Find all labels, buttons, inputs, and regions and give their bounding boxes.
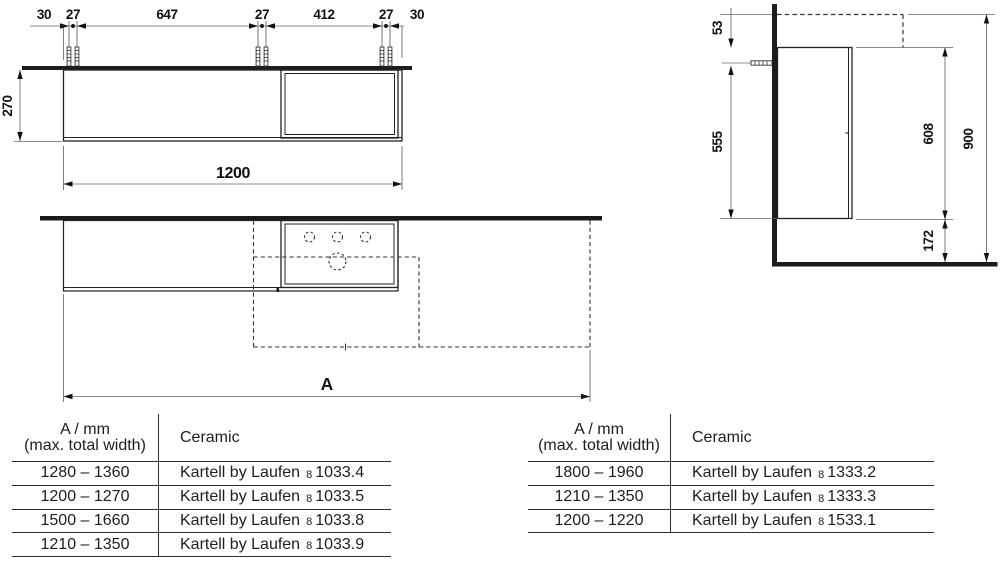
- front-view: [0, 7, 424, 190]
- table-row: [528, 510, 934, 534]
- dim-555: 555: [710, 131, 725, 153]
- top-dimension-chain: [30, 21, 404, 60]
- article-prefix: 8: [818, 516, 825, 529]
- washbasin-plan: [281, 221, 398, 288]
- height-dimension: [0, 70, 62, 142]
- dim-27-mid: 27: [254, 7, 270, 22]
- countertop-hidden: [777, 15, 903, 48]
- table-row: [528, 462, 934, 486]
- dim-1200: 1200: [216, 165, 250, 182]
- ceramic-cell: [159, 510, 391, 533]
- side-view: [710, 4, 998, 267]
- washbasin-front: [281, 70, 398, 138]
- range-cell: 1500 – 1660: [12, 510, 159, 533]
- header-width-col: [528, 414, 671, 461]
- article-number: 1033.5: [315, 488, 365, 506]
- table-row: [12, 510, 391, 534]
- table-header: [528, 414, 934, 462]
- article-number: 1033.4: [315, 464, 365, 482]
- article-number: 1033.8: [315, 511, 365, 529]
- brand: Kartell by Laufen: [180, 464, 301, 482]
- ceramic-table-left: [12, 414, 391, 557]
- brand: Kartell by Laufen: [180, 511, 301, 529]
- table-header: [12, 414, 391, 462]
- brand: Kartell by Laufen: [180, 488, 301, 506]
- dim-172-group: [921, 220, 948, 263]
- brand: Kartell by Laufen: [692, 464, 813, 482]
- article-number: 1333.3: [827, 488, 877, 506]
- header-line2: (max. total width): [24, 436, 146, 454]
- dim-30-left: 30: [36, 7, 52, 22]
- dim-27-right: 27: [378, 7, 394, 22]
- dim-608-group: [921, 48, 948, 220]
- wall: [772, 4, 777, 267]
- ceramic-cell: [671, 510, 934, 533]
- dim-647: 647: [156, 7, 178, 22]
- header-line1: A / mm: [574, 420, 624, 438]
- brand: Kartell by Laufen: [180, 535, 301, 553]
- header-line1: A / mm: [60, 420, 110, 438]
- ceramic-cell: [159, 533, 391, 556]
- article-prefix: 8: [306, 468, 313, 481]
- cabinet-front: [64, 70, 403, 141]
- drain-hole: [329, 253, 346, 270]
- dim-270: 270: [0, 95, 15, 117]
- dim-53-group: [710, 8, 734, 48]
- table-row: [12, 462, 391, 486]
- wall-screw: [722, 61, 772, 65]
- table-row: [12, 486, 391, 510]
- ceramic-cell: [159, 462, 391, 485]
- header-ceramic-col: Ceramic: [180, 428, 240, 446]
- range-cell: 1200 – 1220: [528, 510, 671, 533]
- floor: [772, 262, 998, 267]
- header-ceramic-col: Ceramic: [692, 428, 752, 446]
- header-line2: (max. total width): [538, 436, 660, 454]
- ceramic-cell: [159, 486, 391, 509]
- dim-172: 172: [921, 230, 936, 252]
- article-prefix: 8: [306, 540, 313, 553]
- dim-53: 53: [710, 20, 725, 36]
- dim-412: 412: [313, 7, 335, 22]
- range-cell: 1210 – 1350: [528, 486, 671, 509]
- article-number: 1533.1: [827, 511, 877, 529]
- ceramic-table-right: [528, 414, 934, 533]
- dim-27-left: 27: [65, 7, 81, 22]
- ceramic-cell: [671, 486, 934, 509]
- article-prefix: 8: [818, 492, 825, 505]
- article-prefix: 8: [306, 516, 313, 529]
- table-row: [12, 533, 391, 557]
- plan-view: [40, 216, 602, 402]
- cabinet-plan: [64, 221, 399, 292]
- dim-30-right: 30: [409, 7, 425, 22]
- header-width-col: [12, 414, 159, 461]
- ceramic-cell: [671, 462, 934, 485]
- range-cell: 1800 – 1960: [528, 462, 671, 485]
- width-dimension: [64, 146, 403, 190]
- article-prefix: 8: [306, 492, 313, 505]
- dim-900: 900: [961, 128, 976, 150]
- countertop-plan: [40, 216, 602, 221]
- article-prefix: 8: [818, 468, 825, 481]
- cabinet-side: [778, 48, 853, 219]
- fixing-screws: [67, 31, 392, 66]
- side-extension-lines: [720, 15, 995, 220]
- range-cell: 1280 – 1360: [12, 462, 159, 485]
- dim-555-group: [710, 66, 734, 219]
- total-width-dimension: [64, 294, 591, 402]
- brand: Kartell by Laufen: [692, 511, 813, 529]
- range-cell: 1210 – 1350: [12, 533, 159, 556]
- dim-a: A: [320, 374, 334, 394]
- tap-holes: [305, 232, 371, 270]
- brand: Kartell by Laufen: [692, 488, 813, 506]
- article-number: 1333.2: [827, 464, 877, 482]
- table-row: [528, 486, 934, 510]
- dim-900-group: [961, 15, 989, 263]
- article-number: 1033.9: [315, 535, 365, 553]
- range-cell: 1200 – 1270: [12, 486, 159, 509]
- dim-608: 608: [921, 123, 936, 145]
